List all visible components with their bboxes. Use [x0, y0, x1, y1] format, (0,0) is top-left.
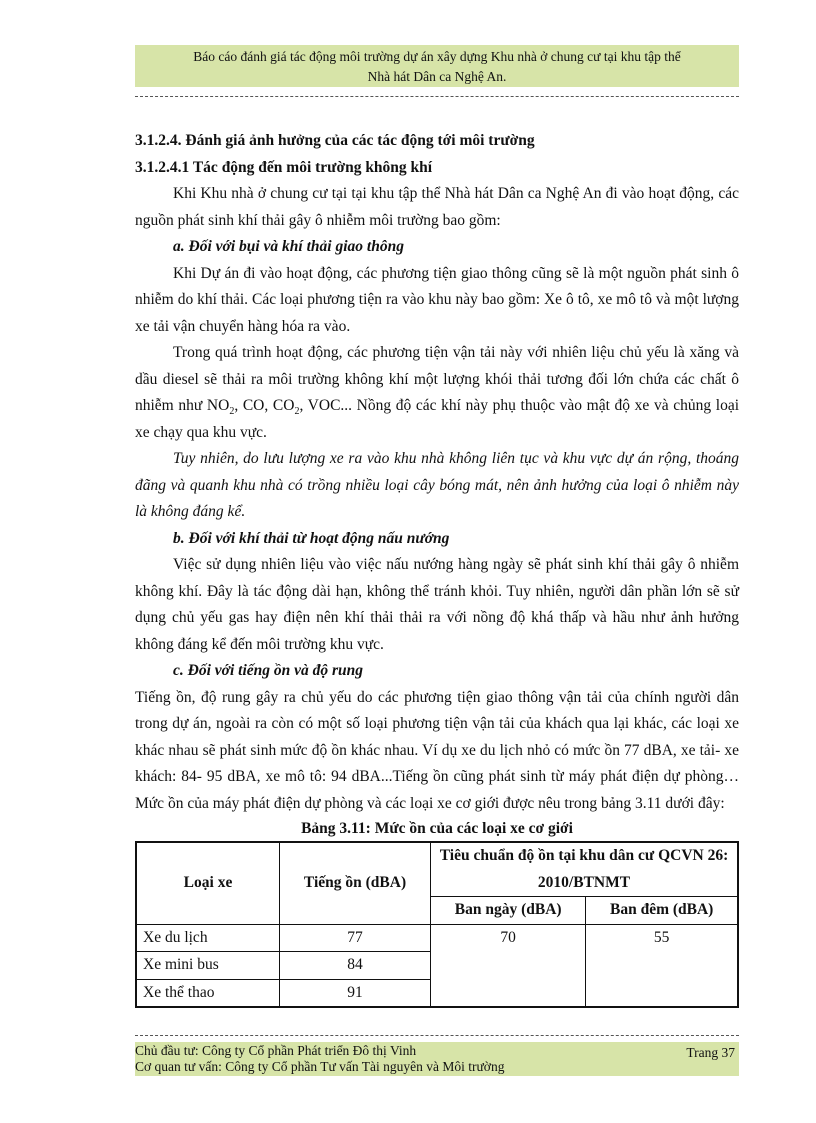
- paragraph-a2-mid: , CO, CO: [234, 397, 295, 414]
- paragraph-c1: Tiếng ồn, độ rung gây ra chủ yếu do các phương tiện giao thông vận tải của chính người dân trong dự án, ngoài ra còn có một số loại phương tiện vận tải của khách qua lại khác, các loại xe khác nhau sẽ phát sinh mức độ ồn khác nhau. Ví dụ xe du lịch nhỏ có mức ồn 77 dBA, xe tải- xe khách: 84- 95 dBA, xe mô tô: 94 dBA...Tiếng ồn cũng phát sinh từ máy phát điện dự phòng… Mức ồn của máy phát điện dự phòng và các loại xe cơ giới được nêu trong bảng 3.11 dưới đây:: [135, 688, 739, 812]
- subsection-heading: 3.1.2.4.1 Tác động đến môi trường không khí: [135, 158, 433, 176]
- paragraph-a3: Tuy nhiên, do lưu lượng xe ra vào khu nhà không liên tục và khu vực dự án rộng, thoáng đãng và quanh khu nhà có trồng nhiều loại cây bóng mát, nên ảnh hưởng của loại ô nhiễm này là không đáng kể.: [135, 450, 739, 520]
- table-caption: Bảng 3.11: Mức ồn của các loại xe cơ giới: [301, 820, 573, 837]
- footer-owner: Chủ đầu tư: Công ty Cổ phần Phát triển Đô thị Vinh: [135, 1043, 417, 1058]
- header-line-1: Báo cáo đánh giá tác động môi trường dự án xây dựng Khu nhà ở chung cư tại khu tập thể: [193, 49, 681, 64]
- paragraph-a2-pre: Trong quá trình hoạt động, các phương tiện vận tải này với nhiên liệu chủ yếu là xăng và dầu diesel sẽ thải ra môi trường không khí một lượng khói thải tương đối lớn chứa các chất ô nhiễm như NO: [135, 344, 739, 414]
- subscript-co2: 2: [294, 406, 300, 418]
- subscript-no2: 2: [229, 406, 235, 418]
- header-noise-level: Tiếng ồn (dBA): [280, 842, 431, 924]
- header-divider: [135, 96, 739, 97]
- day-limit-cell: 70: [431, 924, 586, 1007]
- noise-cell: 91: [280, 979, 431, 1007]
- footer-divider: [135, 1035, 739, 1036]
- section-heading: 3.1.2.4. Đánh giá ảnh hưởng của các tác động tới môi trường: [135, 132, 535, 149]
- header-vehicle-type: Loại xe: [136, 842, 280, 924]
- page-number: Trang 37: [686, 1045, 735, 1060]
- footer-consultant: Cơ quan tư vấn: Công ty Cổ phần Tư vấn Tài nguyên và Môi trường: [135, 1059, 505, 1074]
- vehicle-type-cell: Xe mini bus: [136, 952, 280, 980]
- intro-paragraph: Khi Khu nhà ở chung cư tại tại khu tập thể Nhà hát Dân ca Nghệ An đi vào hoạt động, các nguồn phát sinh khí thải gây ô nhiễm môi trường bao gồm:: [135, 185, 739, 229]
- main-content: [135, 128, 739, 1008]
- subheading-a: a. Đối với bụi và khí thải giao thông: [173, 238, 404, 255]
- noise-table: [135, 841, 739, 1008]
- header-daytime: Ban ngày (dBA): [431, 897, 586, 925]
- vehicle-type-cell: Xe thể thao: [136, 979, 280, 1007]
- header-line-2: Nhà hát Dân ca Nghệ An.: [367, 69, 507, 84]
- header-standard: Tiêu chuẩn độ ồn tại khu dân cư QCVN 26: 2010/BTNMT: [431, 842, 739, 897]
- header-nighttime: Ban đêm (dBA): [586, 897, 738, 925]
- page-footer: [135, 1042, 739, 1076]
- night-limit-cell: 55: [586, 924, 738, 1007]
- noise-cell: 84: [280, 952, 431, 980]
- vehicle-type-cell: Xe du lịch: [136, 924, 280, 952]
- page-header: [135, 45, 739, 87]
- paragraph-a2: [135, 340, 739, 446]
- table-row: [136, 924, 738, 952]
- noise-cell: 77: [280, 924, 431, 952]
- subheading-c: c. Đối với tiếng ồn và độ rung: [173, 662, 364, 679]
- subheading-b: b. Đối với khí thải từ hoạt động nấu nướng: [173, 529, 450, 547]
- paragraph-a1: Khi Dự án đi vào hoạt động, các phương tiện giao thông cũng sẽ là một nguồn phát sinh ô nhiễm do khí thải. Các loại phương tiện ra vào khu này bao gồm: Xe ô tô, xe mô tô và một lượng xe tải vận chuyển hàng hóa ra vào.: [135, 264, 739, 335]
- paragraph-a2-post: , VOC... Nồng độ các khí này phụ thuộc vào mật độ xe và chủng loại xe chạy qua khu vực.: [135, 397, 739, 441]
- paragraph-b1: Việc sử dụng nhiên liệu vào việc nấu nướng hàng ngày sẽ phát sinh khí thải gây ô nhiễm không khí. Đây là tác động dài hạn, không thể tránh khỏi. Tuy nhiên, người dân phần lớn sẽ sử dụng chủ yếu gas hay điện nên khí thải thải ra với nồng độ khá thấp và hầu như ảnh hưởng không đáng kể đến môi trường khu vực.: [135, 556, 739, 653]
